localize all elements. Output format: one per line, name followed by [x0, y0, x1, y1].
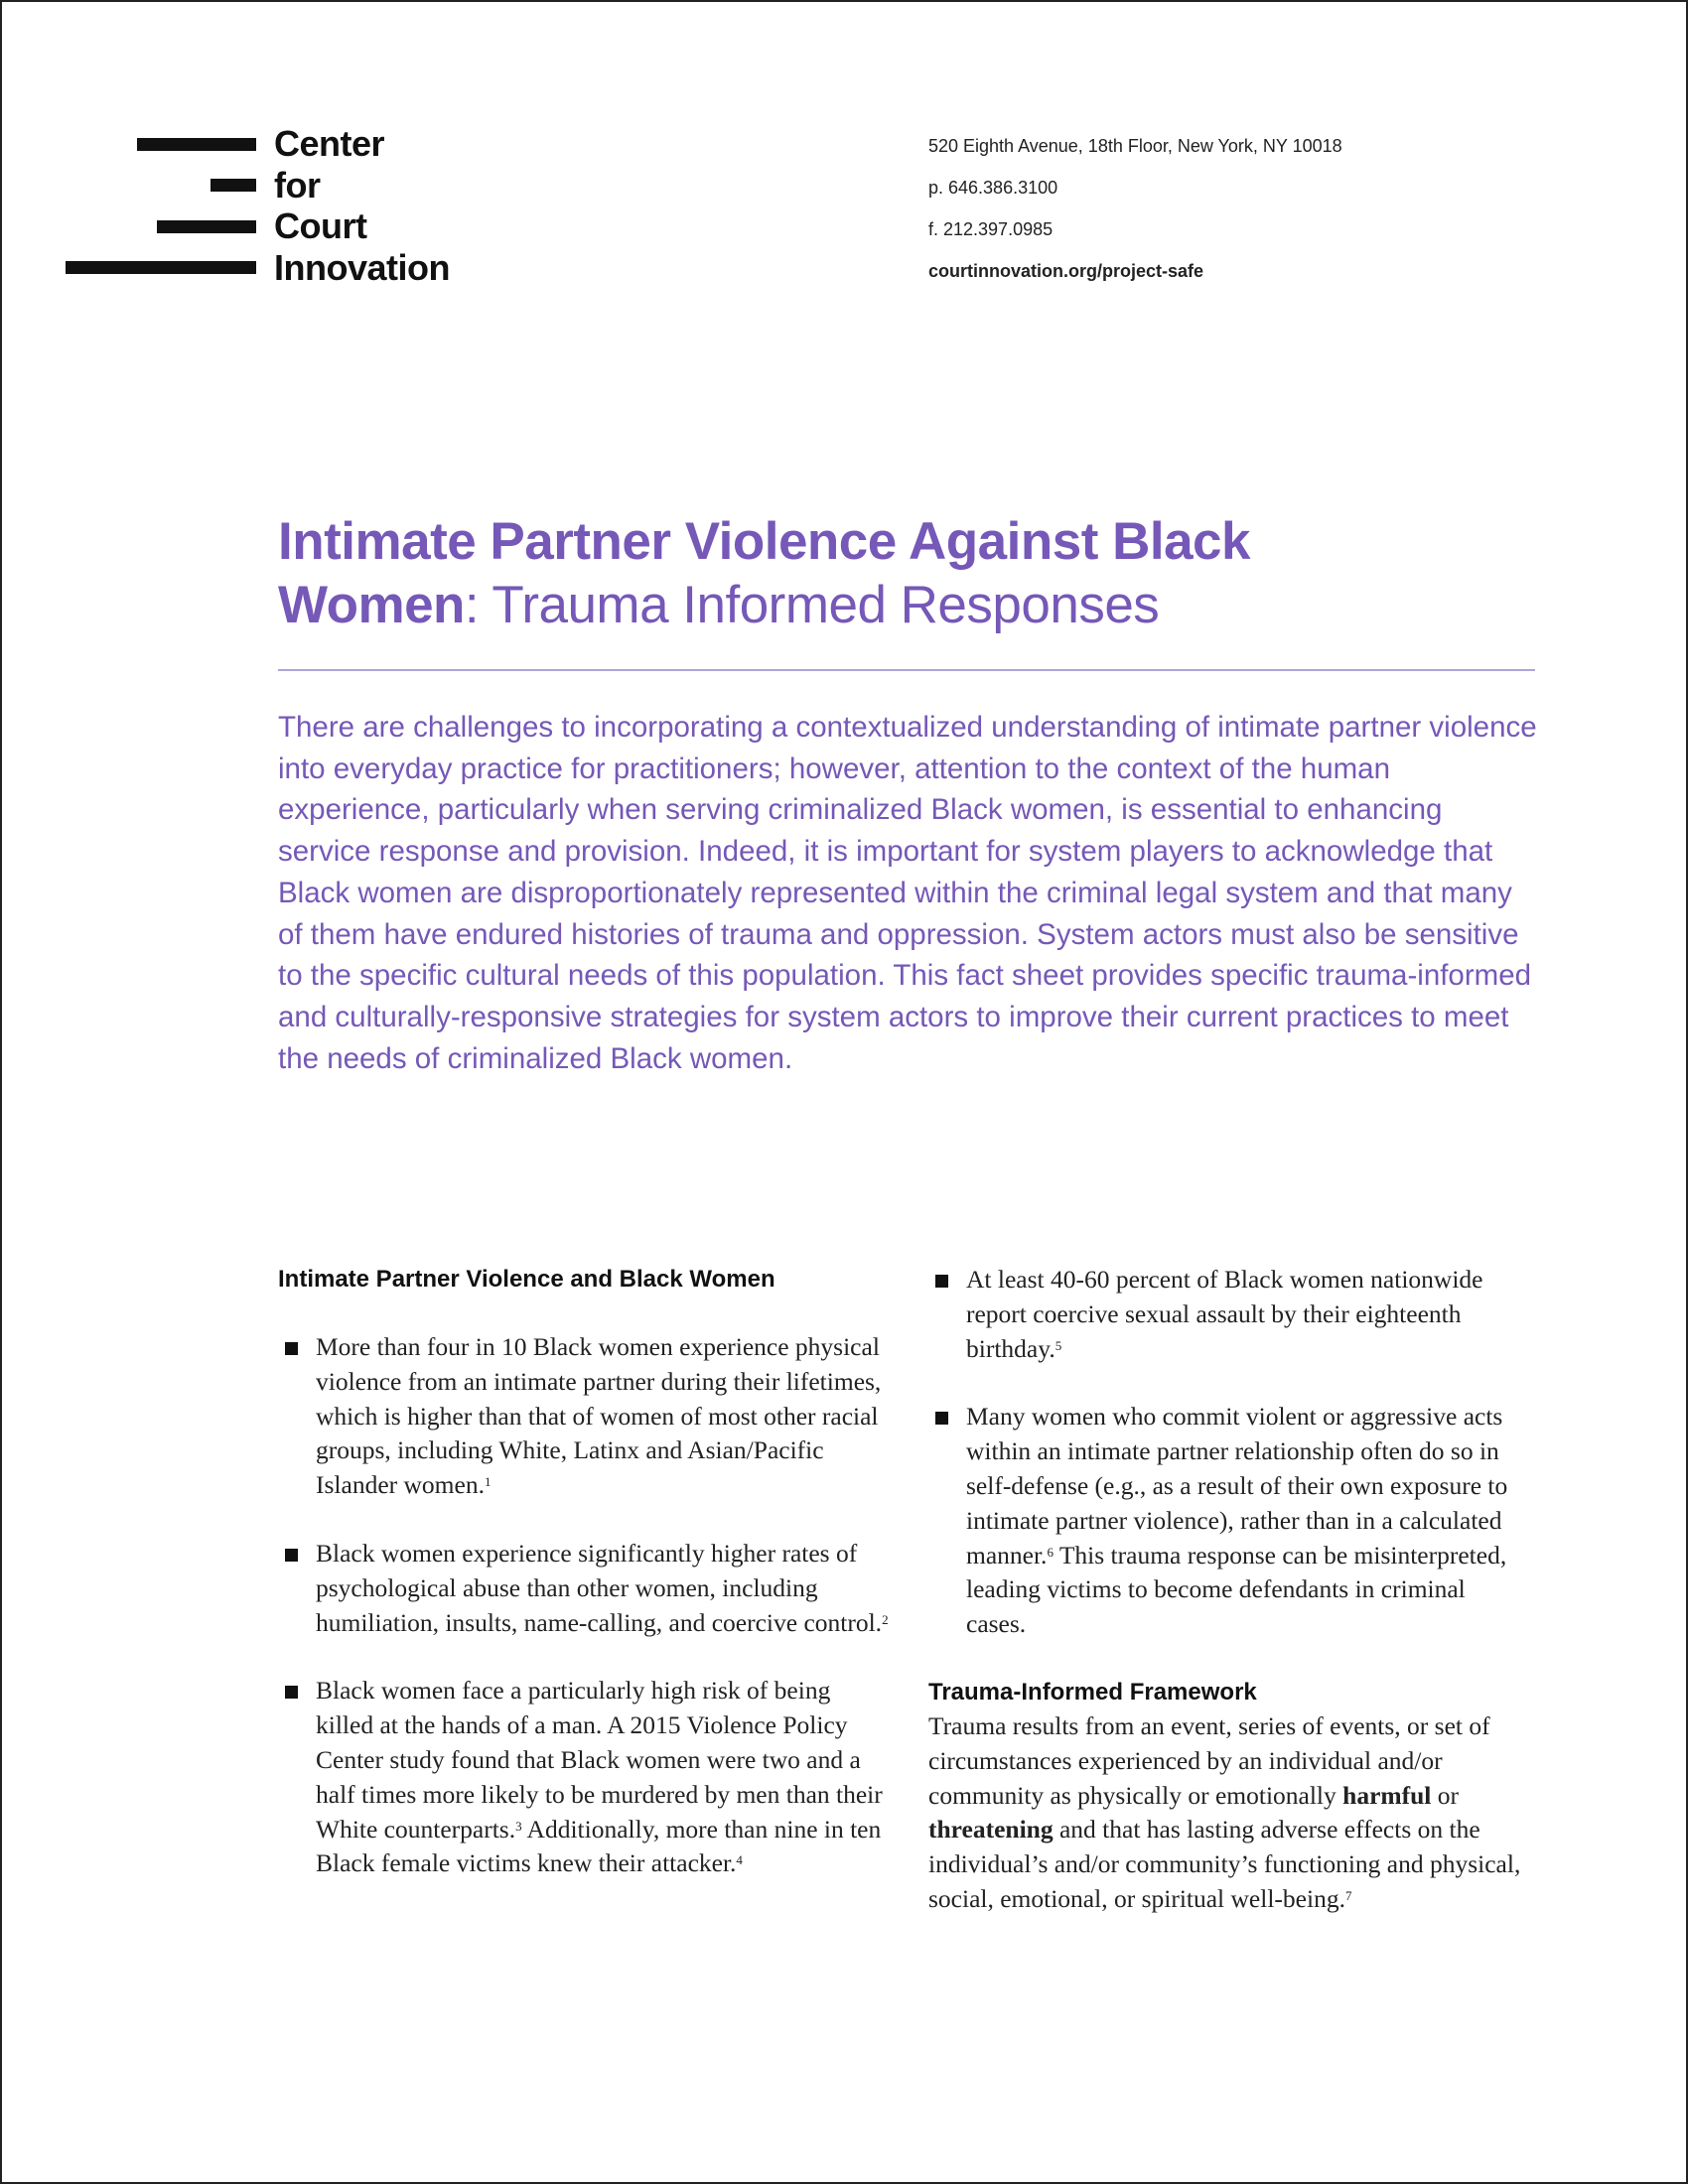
bullet-text: Additionally, more than nine in ten Black female victims knew their attacker. — [316, 1814, 882, 1878]
logo-line: Innovation — [274, 246, 450, 288]
bullet-text: Black women experience significantly higher rates of psychological abuse than other women, including humiliation, insults, name-calling, and coercive control. — [316, 1538, 883, 1637]
logo-bar-1 — [137, 138, 256, 151]
emphasis-text: threatening — [928, 1815, 1054, 1844]
logo-line: for — [274, 164, 321, 205]
bullet-text: Black women face a particularly high risk of being killed at the hands of a man. A 2015 Violence Policy Center study found that Black women were two and a half times more likely to be murdered by men than their White counterparts. — [316, 1676, 883, 1843]
logo-wordmark — [274, 123, 450, 288]
emphasis-text: harmful — [1342, 1780, 1432, 1810]
website-link[interactable]: courtinnovation.org/project-safe — [928, 261, 1204, 281]
logo-bar-2 — [211, 179, 256, 192]
framework-paragraph — [928, 1709, 1524, 1917]
contact-block — [928, 131, 1342, 298]
address: 520 Eighth Avenue, 18th Floor, New York, NY 10018 — [928, 136, 1342, 156]
section-heading: Intimate Partner Violence and Black Women — [278, 1266, 775, 1293]
bullet-item — [278, 1330, 894, 1503]
right-column — [928, 1263, 1524, 1917]
footnote-ref: 3 — [515, 1818, 522, 1834]
title-line-1: Intimate Partner Violence Against Black — [278, 512, 1251, 571]
footnote-ref: 2 — [882, 1611, 889, 1627]
bullet-text: This trauma response can be misinterpreted, leading victims to become defendants in criminal cases. — [966, 1540, 1507, 1639]
title-subtitle: : Trauma Informed Responses — [464, 576, 1160, 634]
title-divider — [278, 669, 1535, 671]
bullet-text: At least 40-60 percent of Black women nationwide report coercive sexual assault by their eighteenth birthday. — [966, 1265, 1483, 1363]
logo-bar-4 — [66, 261, 256, 274]
bullet-list — [278, 1330, 894, 1881]
phone-number: p. 646.386.3100 — [928, 178, 1058, 198]
footnote-ref: 5 — [1055, 1337, 1062, 1353]
footnote-ref: 6 — [1047, 1544, 1054, 1560]
organization-logo — [66, 123, 483, 292]
paragraph-text: and that has lasting adverse effects on the individual’s and/or community’s functioning and physical, social, emotional, or spiritual well-being. — [928, 1815, 1521, 1913]
paragraph-text: or — [1431, 1780, 1460, 1810]
bullet-item — [928, 1400, 1524, 1642]
paragraph-text: Trauma results from an event, series of events, or set of circumstances experienced by an individual and/or community as physically or emotionally — [928, 1710, 1490, 1810]
footnote-ref: 4 — [736, 1852, 743, 1868]
bullet-item — [928, 1263, 1524, 1366]
logo-line: Court — [274, 205, 367, 246]
logo-bar-3 — [157, 220, 256, 233]
fax-number: f. 212.397.0985 — [928, 219, 1054, 239]
bullet-list — [928, 1263, 1524, 1642]
bullet-item — [278, 1537, 894, 1640]
intro-paragraph: There are challenges to incorporating a contextualized understanding of intimate partner violence into everyday practice for practitioners; however, attention to the context of the human experience, particularly when serving criminalized Black women, is essential to enhancing service response and provision. Indeed, it is important for system players to acknowledge that Black women are disproportionately represented within the criminal legal system and that many of them have endured histories of trauma and oppression. System actors must also be sensitive to the specific cultural needs of this population. This fact sheet provides specific trauma-informed and culturally-responsive strategies for system actors to improve their current practices to meet the needs of criminalized Black women. — [278, 711, 1537, 1075]
bullet-item — [278, 1674, 894, 1881]
footnote-ref: 1 — [484, 1474, 492, 1490]
bullet-text: Many women who commit violent or aggressive acts within an intimate partner relationship often do so in self-defense (e.g., as a result of their own exposure to intimate partner violence), rather than in a calculated manner. — [966, 1402, 1508, 1570]
bullet-text: More than four in 10 Black women experience physical violence from an intimate partner during their lifetimes, which is higher than that of women of most other racial groups, including White, Latinx and Asian/Pacific Islander women. — [316, 1332, 882, 1500]
document-title — [278, 510, 1559, 637]
left-column — [278, 1263, 894, 1881]
title-line-2 — [278, 574, 1559, 637]
title-bold-word: Women — [278, 576, 465, 634]
footnote-ref: 7 — [1344, 1887, 1352, 1903]
section-heading: Trauma-Informed Framework — [928, 1678, 1257, 1706]
logo-line: Center — [274, 123, 385, 164]
